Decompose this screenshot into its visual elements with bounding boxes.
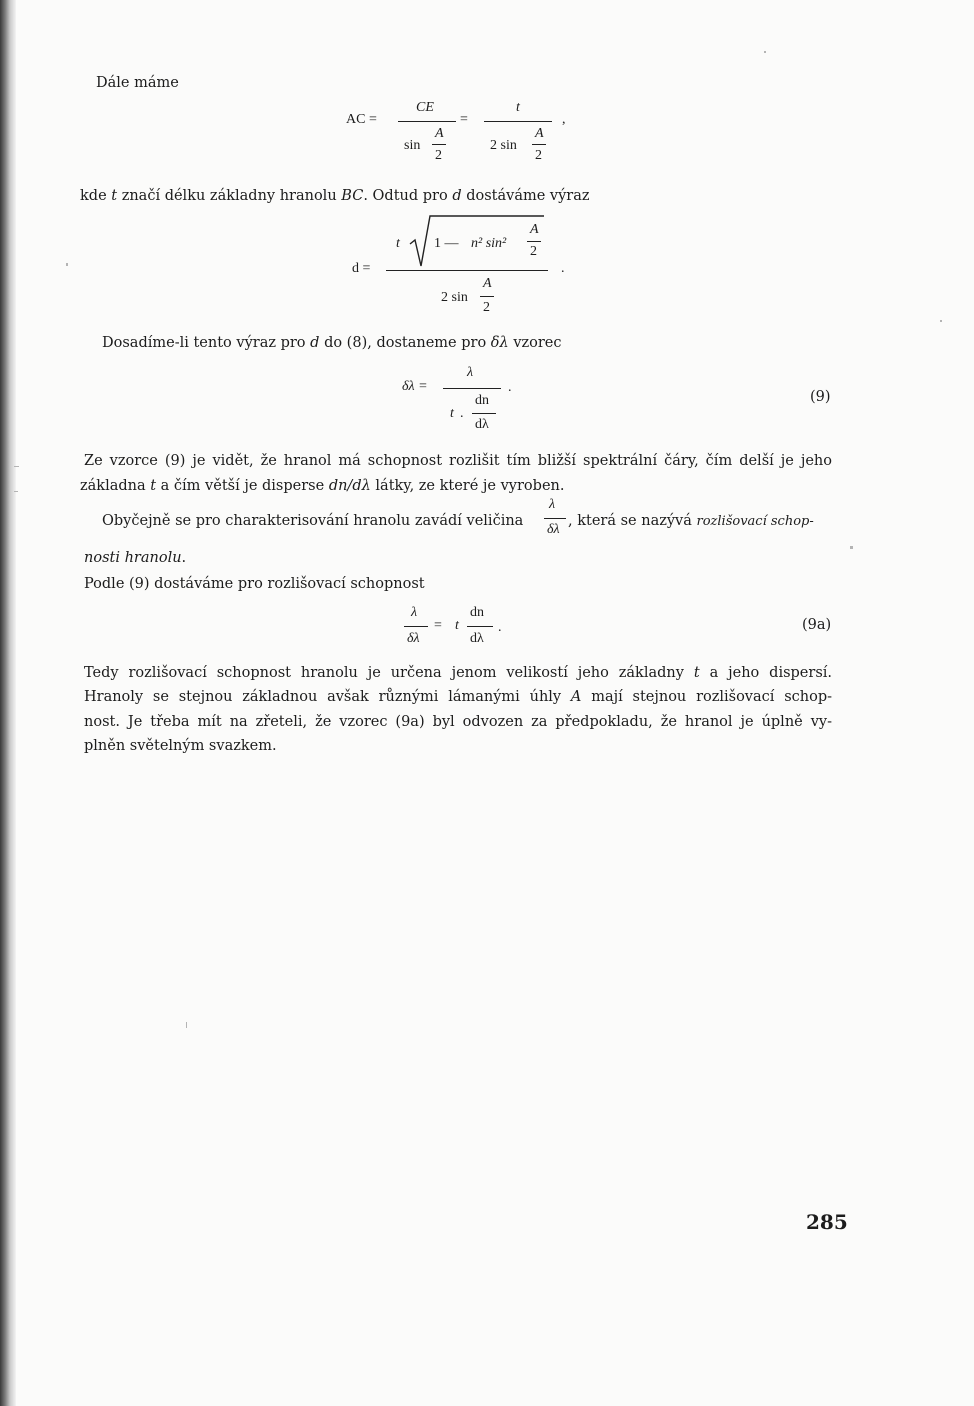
- dosad-text-c: vzorec: [513, 335, 562, 351]
- paragraph-obycejne-line2: [84, 550, 186, 566]
- paragraph-kde: [80, 188, 590, 204]
- eq-ac-frac1-num: CE: [416, 100, 434, 115]
- tedy2-var-a: A: [570, 689, 582, 705]
- eq-ac-frac2-a: A: [535, 126, 544, 141]
- scan-speck: [850, 546, 853, 549]
- kde-text-a: kde: [80, 188, 107, 204]
- eq-d-a: A: [530, 222, 539, 237]
- oby-text-a: Obyčejně se pro charakterisování hranolu zavádí veličina: [102, 513, 524, 529]
- eq-d-n2: n² sin²: [471, 236, 507, 251]
- eq9a-dn: dn: [470, 605, 484, 620]
- tedy-text-b: a jeho dispersí.: [709, 665, 833, 681]
- kde-text-b: značí délku základny hranolu: [121, 188, 337, 204]
- eq-ac-eq2: =: [460, 112, 468, 127]
- ze-text-b: a čím větší je disperse: [160, 478, 325, 494]
- dosad-text-a: Dosadíme-li tento výraz pro: [102, 335, 306, 351]
- tedy2-text-b: mají stejnou rozlišovací schop-: [591, 689, 833, 705]
- eq9-main-bar: [443, 388, 501, 389]
- kde-var-bc: BC: [341, 188, 364, 204]
- kde-var-d: d: [452, 188, 462, 204]
- eq9-num: λ: [467, 365, 474, 380]
- eq-ac-comma: ,: [562, 112, 566, 127]
- eq-d-den-2: 2: [483, 300, 490, 315]
- oby-frac-lam: λ: [549, 497, 556, 512]
- scan-speck: [940, 320, 942, 322]
- eq-ac-frac1-sub-bar: [432, 144, 446, 145]
- oby-text-b: , která se nazývá: [568, 513, 692, 529]
- eq-d-t: t: [396, 236, 400, 251]
- tedy2-text-a: Hranoly se stejnou základnou avšak různými lámanými úhly: [84, 689, 562, 705]
- eq9a-lam: λ: [411, 605, 418, 620]
- eq-ac-frac2-sub-bar: [532, 144, 546, 145]
- scan-speck: [186, 1022, 187, 1028]
- eq9a-bar-2: [467, 626, 493, 627]
- kde-text-e: dostáváme výraz: [466, 188, 590, 204]
- eq-ac-lhs: AC =: [346, 112, 377, 127]
- tedy-text-a: Tedy rozlišovací schopnost hranolu je určena jenom velikostí jeho základny: [84, 665, 684, 681]
- tedy-var-t: t: [693, 665, 700, 681]
- eq9-inner-bar: [472, 413, 496, 414]
- eq9a-dot: .: [498, 620, 502, 635]
- eq9a-eq: =: [434, 618, 442, 633]
- ze-text-a: základna: [80, 478, 146, 494]
- paragraph-podle: Podle (9) dostáváme pro rozlišovací schopnost: [84, 576, 425, 592]
- paragraph-obycejne-b: [568, 513, 814, 529]
- paragraph-ze-line2: [80, 478, 564, 494]
- intro-text: Dále máme: [96, 75, 179, 91]
- eq-ac-frac1-sin: sin: [404, 138, 421, 153]
- paragraph-ze-line1: Ze vzorce (9) je vidět, že hranol má schopnost rozlišit tím bližší spektrální čáry, čím delší je jeho: [84, 453, 832, 469]
- ze-var-t: t: [150, 478, 157, 494]
- eq-d-lhs: d =: [352, 261, 371, 276]
- dosad-text-b: do (8), dostaneme pro: [324, 335, 487, 351]
- equation-number-9a: (9a): [802, 617, 832, 633]
- oby-frac-bar: [544, 518, 566, 519]
- eq-ac-frac1-a: A: [435, 126, 444, 141]
- dosad-var-dl: δλ: [490, 335, 509, 351]
- dosad-var-d: d: [310, 335, 320, 351]
- eq-ac-frac1-bar: [398, 121, 456, 122]
- scan-speck: [764, 51, 766, 53]
- eq-d-den-bar: [480, 296, 494, 297]
- eq-d-two: 2: [530, 244, 537, 259]
- eq9a-bar-1: [404, 626, 428, 627]
- eq-d-den-sin: 2 sin: [441, 290, 468, 305]
- paragraph-tedy-line3: nost. Je třeba mít na zřeteli, že vzorec (9a) byl odvozen za předpokladu, že hranol je úplně vy-: [84, 714, 832, 730]
- paragraph-obycejne: [102, 513, 523, 529]
- scan-speck: [66, 263, 68, 266]
- eq-d-main-bar: [386, 270, 548, 271]
- oby-term-hranolu: nosti hranolu: [84, 550, 182, 566]
- kde-var-t: t: [111, 188, 118, 204]
- eq-ac-frac2-num: t: [516, 100, 520, 115]
- page-number: 285: [806, 1210, 848, 1234]
- equation-number-9: (9): [810, 389, 831, 405]
- paragraph-tedy-line1: [84, 665, 832, 681]
- paragraph-tedy-line2: [84, 689, 832, 705]
- eq9-lhs: δλ =: [402, 379, 428, 394]
- eq9-dot-mid: .: [460, 406, 464, 421]
- eq9a-dl: dλ: [470, 631, 484, 646]
- book-spine-shadow: [0, 0, 16, 1406]
- eq9-t: t: [450, 406, 454, 421]
- eq-ac-frac2-sin: 2 sin: [490, 138, 517, 153]
- oby-term-schop: rozlišovací schop-: [696, 514, 814, 529]
- scan-speck: [14, 491, 18, 492]
- eq9-dn: dn: [475, 393, 489, 408]
- eq-ac-frac2-bar: [484, 121, 552, 122]
- eq9a-t: t: [455, 618, 459, 633]
- eq-d-one-minus: 1 —: [434, 236, 459, 251]
- kde-text-c: . Odtud pro: [363, 188, 448, 204]
- oby-text-e: .: [181, 550, 187, 566]
- eq-d-den-a: A: [483, 276, 492, 291]
- eq9-dot: .: [508, 380, 512, 395]
- ze-text-d: látky, ze které je vyroben.: [375, 478, 565, 494]
- paragraph-dosadime: [102, 335, 562, 351]
- eq9-dlam: dλ: [475, 417, 489, 432]
- ze-var-dn-dl: dn/dλ: [328, 478, 371, 494]
- eq-ac-frac2-2: 2: [535, 148, 542, 163]
- scan-speck: [14, 466, 19, 467]
- eq-ac-frac1-2: 2: [435, 148, 442, 163]
- eq-d-inner-bar: [527, 241, 541, 242]
- paragraph-tedy-line4: plněn světelným svazkem.: [84, 738, 277, 754]
- eq9a-dlam: δλ: [407, 631, 420, 646]
- eq-d-dot: .: [561, 261, 565, 276]
- oby-frac-dlam: δλ: [547, 522, 560, 537]
